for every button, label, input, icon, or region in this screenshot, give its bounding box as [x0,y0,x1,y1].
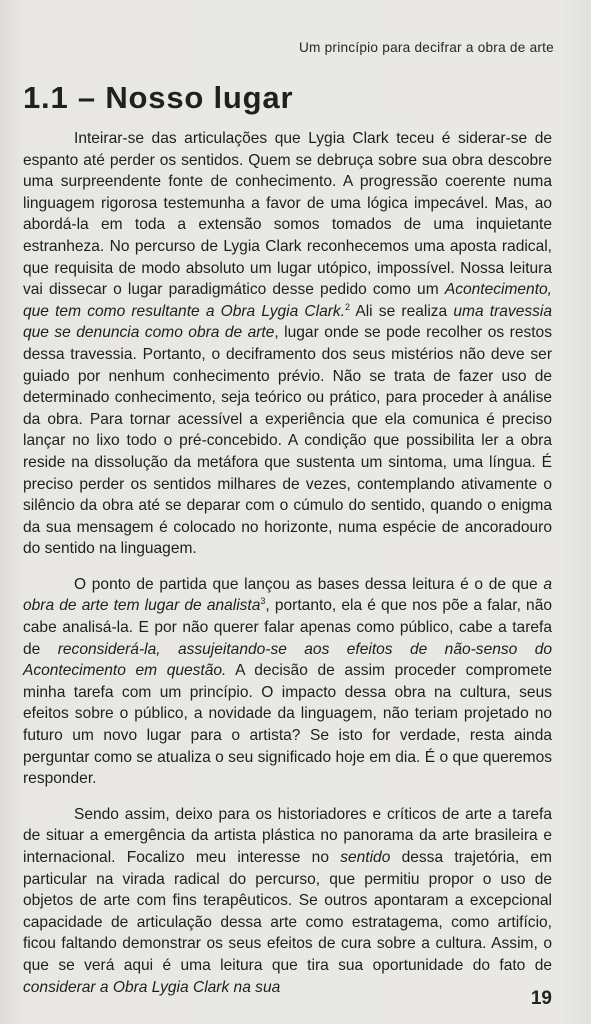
paragraph-1 [23,128,552,560]
text-run: dessa trajetória, em particular na virada radical do percurso, que permitiu propor o uso de objetos de arte com fins terapêuticos. Se outros apontaram a excepcional capacidade de articulação dessa arte como estratagema, como artifício, ficou faltando demonstrar os seus efeitos de cura sobre a cultura. Assim, o que se verá aqui é uma leitura que tira sua oportunidade do fato de [23,849,552,974]
text-run: , lugar onde se pode recolher os restos dessa travessia. Portanto, o deciframento dos seus mistérios não deve ser guiado por nenhum conhecimento prévio. Não se trata de fazer uso de determinado conhecimento, seja teórico ou prático, para proceder à análise da obra. Para tornar acessível a experiência que ela comunica é preciso lançar no lixo todo o pré-concebido. A condição que possibilita ler a obra reside na dissolução da metáfora que sustenta um sintoma, uma língua. É preciso perder os sentidos milhares de vezes, contemplando ativamente o silêncio da obra até se deparar com o cúmulo do sentido, quando o enigma da sua mensagem é colocado no horizonte, numa espécie de ancoradouro do sentido na linguagem. [23,324,552,558]
italic-text: Acontecimento, que tem como resultante a Obra Lygia Clark. [23,281,552,320]
chapter-title: 1.1 – Nosso lugar [23,80,294,115]
footnote-ref: 3 [260,596,266,607]
paragraph-3 [23,804,552,998]
text-run: Inteirar-se das articulações que Lygia Clark teceu é siderar-se de espanto até perder os sentidos. Quem se debruça sobre sua obra descobre uma surpreendente fonte de conhecimento. A progressão coerente numa linguagem rigorosa testemunha a favor de uma lógica impecável. Mas, ao abordá-la em toda a extensão somos tomados de uma inquietante estranheza. No percurso de Lygia Clark reconhecemos uma aposta radical, que requisita de modo absoluto um lugar utópico, impossível. Nossa leitura vai dissecar o lugar paradigmático desse pedido como um [23,130,552,299]
text-run: O ponto de partida que lançou as bases dessa leitura é o de que [74,575,544,593]
footnote-ref: 2 [345,301,351,312]
italic-text: sentido [340,849,391,866]
text-run: , portanto, ela é que nos põe a falar, não cabe analisá-la. E por não querer falar apenas como público, cabe a tarefa de [23,597,552,658]
text-run: A decisão de assim proceder compromete minha tarefa com um princípio. O impacto dessa obra na cultura, seus efeitos sobre o público, a novidade da linguagem, não teriam projetado no futuro um novo lugar para o artista? Se isto for verdade, resta ainda perguntar como se atualiza o seu significado hoje em dia. É o que queremos responder. [23,662,552,788]
italic-text: considerar a Obra Lygia Clark na sua [23,978,281,996]
paragraph-2 [23,574,552,790]
italic-text: a obra de arte tem lugar de analista [23,575,552,615]
running-head: Um princípio para decifrar a obra de arte [298,40,554,55]
text-run: Ali se realiza [350,302,454,320]
italic-text: reconsiderá-la, assujeitando-se aos efeitos de não-senso do Acontecimento em questão. [23,640,552,680]
text-run: Sendo assim, deixo para os historiadores e críticos de arte a tarefa de situar a emergência da artista plástica no panorama da arte brasileira e internacional. Focalizo meu interesse no [23,805,552,866]
page-number: 19 [530,988,552,1009]
italic-text: uma travessia que se denuncia como obra de arte [23,302,552,342]
body-text [23,128,552,998]
